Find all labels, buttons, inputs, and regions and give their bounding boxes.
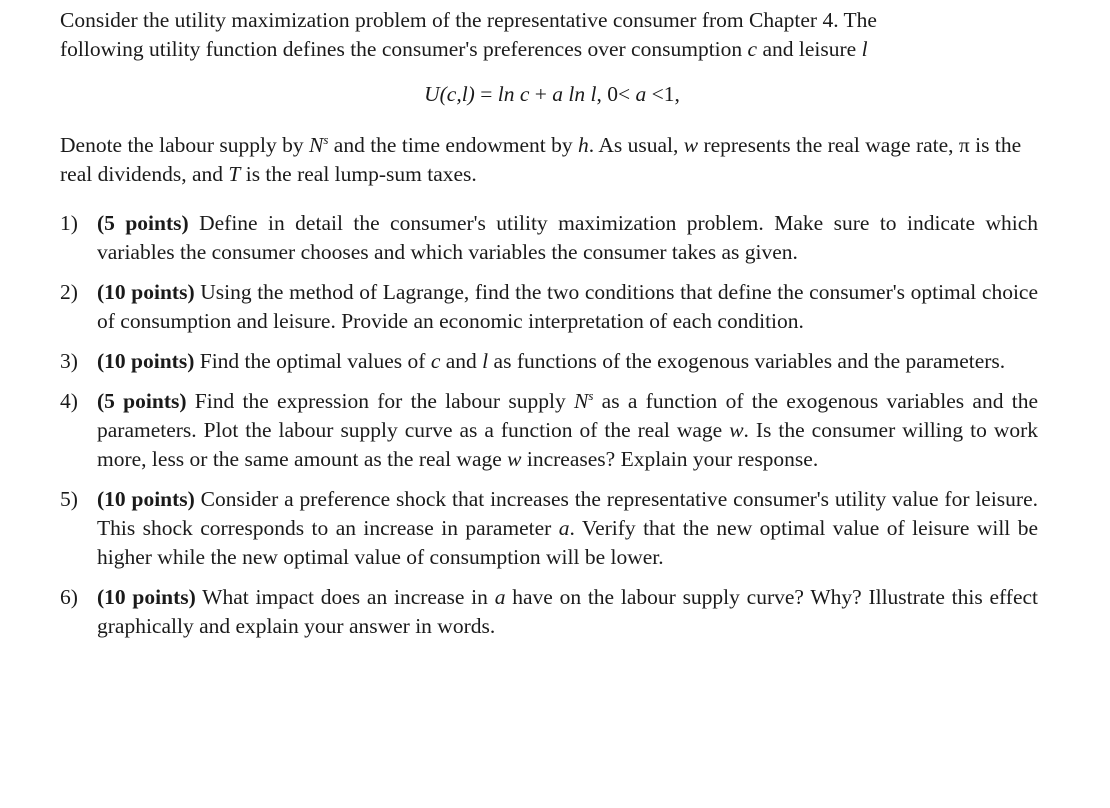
question-text: as a function of the exogenous variables and the parameters. Plot the labour supply curve as a function of the real wage — [97, 389, 1038, 442]
question-points: (5 points) — [97, 211, 189, 235]
notation-text-6: is the real lump-sum taxes. — [240, 162, 477, 186]
question-number: 1) — [60, 211, 78, 235]
var-l: l — [482, 349, 489, 373]
equation-constraint-b: <1, — [646, 82, 680, 106]
var-h: h — [578, 133, 589, 157]
intro-line-2b: and leisure — [757, 37, 862, 61]
equation-a: a — [635, 82, 647, 106]
question-text: Define in detail the consumer's utility maximization problem. Make sure to indicate which variables the consumer chooses and which variables the consumer takes as given. — [97, 211, 1039, 264]
question-points: (10 points) — [97, 487, 195, 511]
equation-term1: ln c — [497, 82, 530, 106]
question-5 — [60, 485, 1038, 572]
notation-text-1: Denote the labour supply by — [60, 133, 309, 157]
utility-equation — [60, 80, 1038, 109]
question-list — [60, 209, 1038, 641]
notation-paragraph — [60, 131, 1038, 189]
var-a: a — [558, 516, 570, 540]
question-number: 4) — [60, 389, 78, 413]
var-ns-sup: s — [323, 131, 329, 147]
equation-constraint-a: , 0< — [596, 82, 636, 106]
intro-line-2a: following utility function defines the consumer's preferences over consumption — [60, 37, 748, 61]
notation-text-2: and the time endowment by — [328, 133, 578, 157]
notation-text-3: . As usual, — [588, 133, 684, 157]
question-3 — [60, 347, 1038, 376]
notation-text-4: represents the real wage rate, — [698, 133, 959, 157]
question-points: (10 points) — [97, 585, 196, 609]
question-points: (5 points) — [97, 389, 187, 413]
question-1 — [60, 209, 1038, 267]
question-text: Using the method of Lagrange, find the two conditions that define the consumer's optimal choice of consumption and leisure. Provide an economic interpretation of each condition. — [97, 280, 1038, 333]
question-text: increases? Explain your response. — [521, 447, 819, 471]
question-2 — [60, 278, 1038, 336]
question-text: Find the optimal values of — [194, 349, 431, 373]
notation-text-5: is the real dividends, and — [60, 133, 1022, 186]
intro-line-1: Consider the utility maximization problem of the representative consumer from Chapter 4. The — [60, 8, 877, 32]
question-number: 5) — [60, 487, 78, 511]
question-4 — [60, 387, 1038, 474]
question-text: have on the labour supply curve? Why? Illustrate this effect graphically and explain your answer in words. — [97, 585, 1039, 638]
equation-term2: a ln l — [552, 82, 597, 106]
var-ns: N — [573, 389, 589, 413]
question-text: as functions of the exogenous variables and the parameters. — [488, 349, 1006, 373]
question-number: 2) — [60, 280, 78, 304]
equation-plus: + — [529, 82, 553, 106]
var-c: c — [747, 37, 758, 61]
document-page — [60, 6, 1038, 652]
var-pi: π — [958, 133, 970, 157]
question-number: 6) — [60, 585, 78, 609]
question-text: and — [440, 349, 483, 373]
question-points: (10 points) — [97, 280, 195, 304]
var-c: c — [430, 349, 441, 373]
question-number: 3) — [60, 349, 78, 373]
var-T: T — [228, 162, 241, 186]
question-text: . Is the consumer willing to work more, less or the same amount as the real wage — [97, 418, 1039, 471]
question-6 — [60, 583, 1038, 641]
equation-equals: = — [474, 82, 498, 106]
var-a: a — [494, 585, 506, 609]
var-w: w — [729, 418, 744, 442]
var-w: w — [683, 133, 699, 157]
var-w: w — [507, 447, 522, 471]
intro-paragraph — [60, 6, 1038, 64]
question-text: Find the expression for the labour supply — [186, 389, 574, 413]
equation-lhs: U(c,l) — [424, 82, 475, 106]
var-ns: N — [309, 133, 324, 157]
var-ns-sup: s — [588, 387, 594, 403]
question-text: Consider a preference shock that increases the representative consumer's utility value for leisure. This shock corresponds to an increase in parameter — [97, 487, 1039, 540]
question-points: (10 points) — [97, 349, 195, 373]
question-text: . Verify that the new optimal value of leisure will be higher while the new optimal value of consumption will be lower. — [97, 516, 1038, 569]
question-text: What impact does an increase in — [195, 585, 495, 609]
var-l: l — [861, 37, 868, 61]
